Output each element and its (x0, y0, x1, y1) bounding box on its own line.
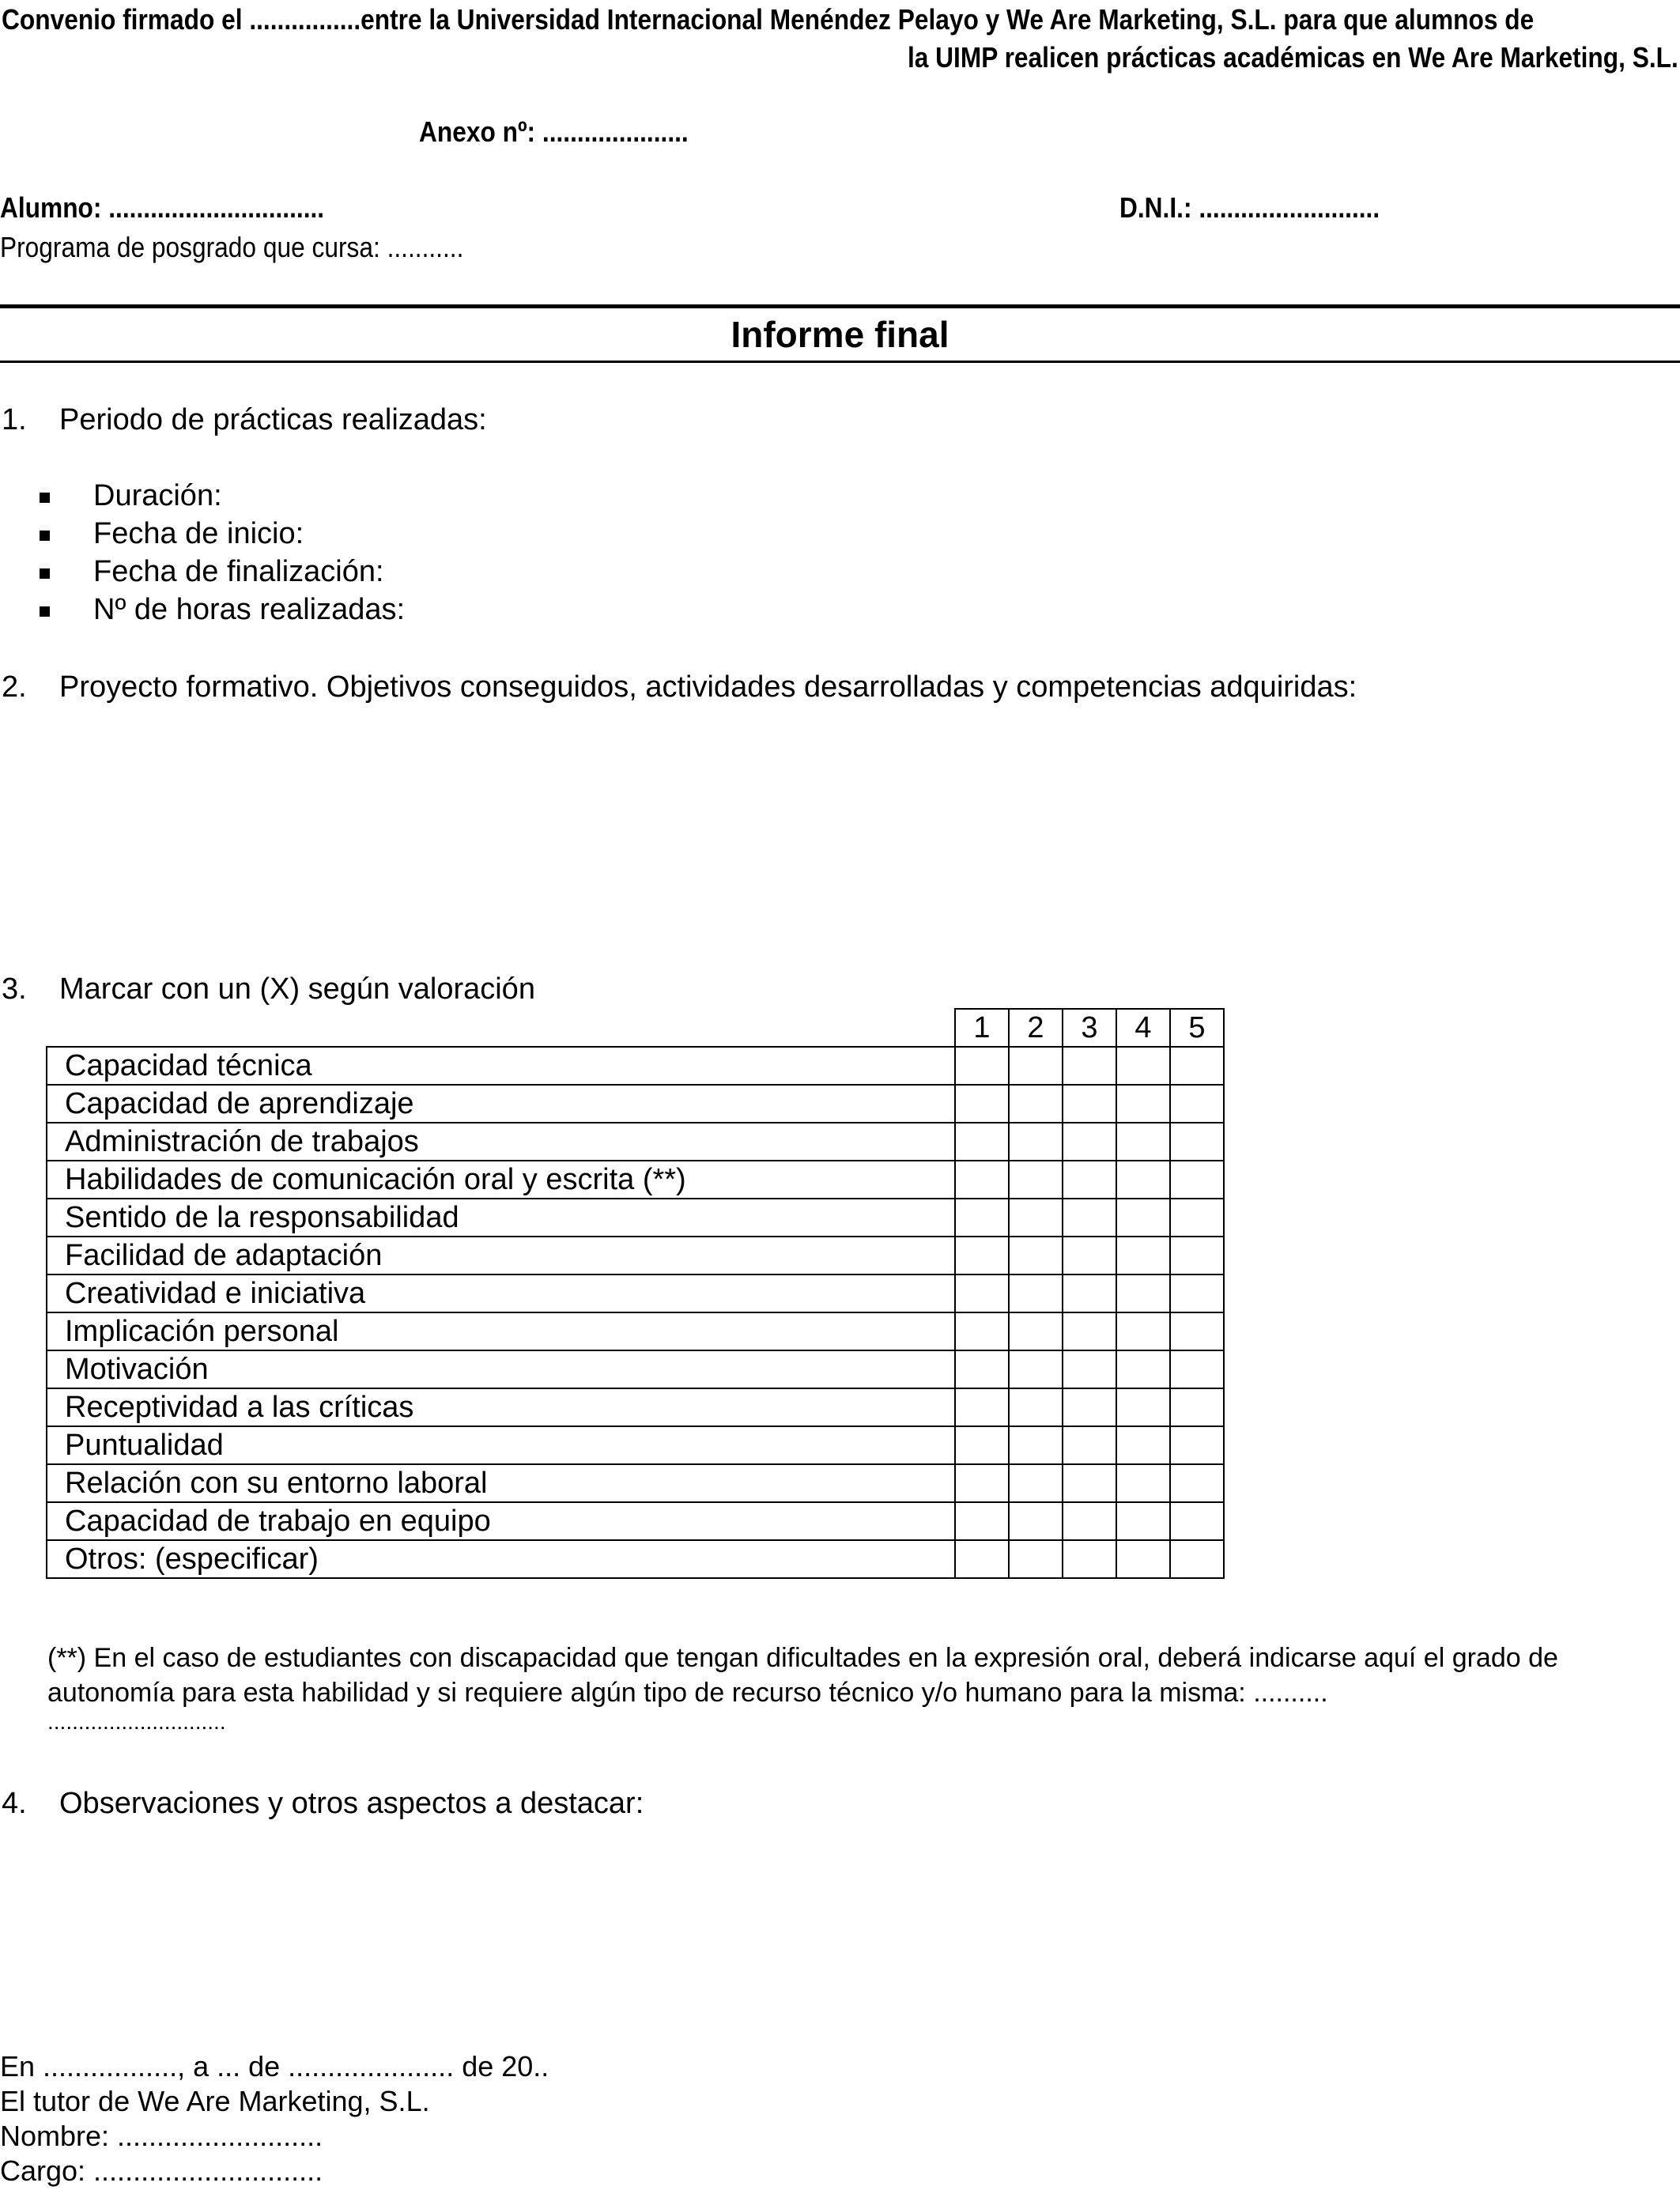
rating-box[interactable] (1063, 1540, 1116, 1578)
rating-box[interactable] (1009, 1350, 1063, 1388)
note-line-1: (**) En el caso de estudiantes con discapacidad que tengan dificultades en la expresión oral, deberá indicarse aquí el grado de (47, 1643, 1558, 1673)
rating-box[interactable] (955, 1161, 1009, 1199)
rating-box[interactable] (1116, 1312, 1170, 1350)
rating-box[interactable] (1009, 1199, 1063, 1237)
section-2-number: 2. (2, 670, 27, 704)
disability-note (47, 1641, 1652, 1734)
criterion-label: Creatividad e iniciativa (47, 1274, 955, 1312)
rating-box[interactable] (1116, 1464, 1170, 1502)
agreement-line-2: la UIMP realicen prácticas académicas en We Are Marketing, S.L. (908, 41, 1678, 74)
rating-box[interactable] (955, 1540, 1009, 1578)
end-date-label: Fecha de finalización: (93, 555, 384, 588)
criterion-label: Administración de trabajos (47, 1123, 955, 1161)
rating-box[interactable] (1063, 1047, 1116, 1085)
tutor-position: Cargo: ............................. (0, 2154, 323, 2187)
bullet-icon (40, 568, 50, 579)
rating-box[interactable] (1063, 1199, 1116, 1237)
rating-box[interactable] (1009, 1426, 1063, 1464)
section-1-number: 1. (2, 403, 27, 436)
note-line-2: autonomía para esta habilidad y si requiere algún tipo de recurso técnico y/o humano para la misma: .......... (47, 1678, 1328, 1708)
bullet-icon (40, 606, 50, 617)
rating-box[interactable] (1170, 1123, 1224, 1161)
scale-4: 4 (1116, 1009, 1170, 1047)
rating-box[interactable] (1009, 1161, 1063, 1199)
rating-box[interactable] (1009, 1047, 1063, 1085)
rating-box[interactable] (955, 1274, 1009, 1312)
rating-box[interactable] (1170, 1085, 1224, 1123)
rating-box[interactable] (1009, 1312, 1063, 1350)
section-3-number: 3. (2, 972, 27, 1006)
rating-box[interactable] (1170, 1274, 1224, 1312)
rating-box[interactable] (1116, 1237, 1170, 1274)
start-date-label: Fecha de inicio: (93, 517, 304, 550)
rating-scale-row (47, 1009, 1224, 1047)
title-bottom-rule (0, 361, 1680, 363)
rating-box[interactable] (1170, 1540, 1224, 1578)
criterion-label: Facilidad de adaptación (47, 1237, 955, 1274)
scale-1: 1 (955, 1009, 1009, 1047)
criterion-label: Capacidad de aprendizaje (47, 1085, 955, 1123)
tutor-line: El tutor de We Are Marketing, S.L. (0, 2085, 430, 2117)
section-3-heading: Marcar con un (X) según valoración (59, 972, 535, 1006)
rating-box[interactable] (1009, 1502, 1063, 1540)
rating-box[interactable] (1009, 1274, 1063, 1312)
rating-box[interactable] (1063, 1350, 1116, 1388)
table-row (47, 1350, 1224, 1388)
rating-box[interactable] (1063, 1274, 1116, 1312)
rating-box[interactable] (955, 1312, 1009, 1350)
rating-box[interactable] (1170, 1426, 1224, 1464)
criterion-label: Sentido de la responsabilidad (47, 1199, 955, 1237)
rating-box[interactable] (1009, 1123, 1063, 1161)
section-4-heading: Observaciones y otros aspectos a destacar: (59, 1787, 644, 1820)
rating-box[interactable] (1116, 1199, 1170, 1237)
rating-box[interactable] (1063, 1464, 1116, 1502)
student-name: Alumno: ............................... (0, 191, 325, 224)
rating-box[interactable] (1063, 1085, 1116, 1123)
place-date-line: En ................., a ... de ..................... de 20.. (0, 2050, 549, 2083)
table-row (47, 1237, 1224, 1274)
rating-box[interactable] (1063, 1237, 1116, 1274)
table-row (47, 1502, 1224, 1540)
rating-box[interactable] (955, 1388, 1009, 1426)
rating-box[interactable] (1063, 1388, 1116, 1426)
rating-box[interactable] (1170, 1047, 1224, 1085)
criterion-label: Relación con su entorno laboral (47, 1464, 955, 1502)
table-row (47, 1426, 1224, 1464)
duration-label: Duración: (93, 479, 222, 512)
rating-box[interactable] (1170, 1312, 1224, 1350)
section-2-heading: Proyecto formativo. Objetivos conseguidos, actividades desarrolladas y competencias adquiridas: (59, 670, 1357, 704)
rating-box[interactable] (1063, 1502, 1116, 1540)
rating-box[interactable] (955, 1464, 1009, 1502)
rating-box[interactable] (955, 1350, 1009, 1388)
tutor-name: Nombre: .......................... (0, 2120, 323, 2152)
criterion-label: Habilidades de comunicación oral y escrita (**) (47, 1161, 955, 1199)
rating-box[interactable] (1170, 1388, 1224, 1426)
rating-box[interactable] (1063, 1312, 1116, 1350)
rating-box[interactable] (1009, 1464, 1063, 1502)
scale-5: 5 (1170, 1009, 1224, 1047)
rating-box[interactable] (1063, 1161, 1116, 1199)
table-corner (47, 1009, 955, 1047)
rating-box[interactable] (1116, 1274, 1170, 1312)
criterion-label: Motivación (47, 1350, 955, 1388)
rating-box[interactable] (1116, 1047, 1170, 1085)
scale-3: 3 (1063, 1009, 1116, 1047)
criterion-label: Receptividad a las críticas (47, 1388, 955, 1426)
rating-box[interactable] (1170, 1350, 1224, 1388)
rating-box[interactable] (1170, 1502, 1224, 1540)
rating-box[interactable] (955, 1426, 1009, 1464)
table-row (47, 1540, 1224, 1578)
criterion-label: Capacidad de trabajo en equipo (47, 1502, 955, 1540)
rating-box[interactable] (1116, 1123, 1170, 1161)
rating-box[interactable] (955, 1085, 1009, 1123)
rating-box[interactable] (1009, 1388, 1063, 1426)
table-row (47, 1464, 1224, 1502)
scale-2: 2 (1009, 1009, 1063, 1047)
rating-box[interactable] (955, 1237, 1009, 1274)
table-row (47, 1085, 1224, 1123)
rating-box[interactable] (1170, 1464, 1224, 1502)
rating-box[interactable] (1170, 1237, 1224, 1274)
table-row (47, 1199, 1224, 1237)
rating-box[interactable] (955, 1199, 1009, 1237)
hours-label: Nº de horas realizadas: (93, 593, 406, 626)
rating-box[interactable] (1063, 1123, 1116, 1161)
postgraduate-program: Programa de posgrado que cursa: ........... (0, 231, 464, 263)
bullet-icon (40, 493, 50, 503)
rating-box[interactable] (955, 1047, 1009, 1085)
rating-box[interactable] (1116, 1350, 1170, 1388)
section-4-number: 4. (2, 1787, 27, 1820)
rating-box[interactable] (1116, 1161, 1170, 1199)
rating-box[interactable] (1009, 1237, 1063, 1274)
agreement-line-1: Convenio firmado el ................entre la Universidad Internacional Menéndez Pelayo y We Are Marketing, S.L. para que alumnos de (2, 3, 1535, 36)
rating-box[interactable] (1063, 1426, 1116, 1464)
table-row (47, 1312, 1224, 1350)
annex-number: Anexo nº: ..................... (419, 115, 689, 148)
table-row (47, 1123, 1224, 1161)
report-title: Informe final (731, 314, 949, 355)
bullet-icon (40, 531, 50, 541)
rating-box[interactable] (1116, 1540, 1170, 1578)
criterion-label: Otros: (especificar) (47, 1540, 955, 1578)
rating-box[interactable] (1116, 1085, 1170, 1123)
section-1-heading: Periodo de prácticas realizadas: (59, 403, 487, 436)
note-line-3: ............................. (47, 1709, 226, 1734)
criterion-label: Implicación personal (47, 1312, 955, 1350)
rating-box[interactable] (1116, 1388, 1170, 1426)
rating-box[interactable] (1170, 1161, 1224, 1199)
title-top-rule (0, 304, 1680, 308)
criterion-label: Puntualidad (47, 1426, 955, 1464)
rating-box[interactable] (1170, 1199, 1224, 1237)
rating-box[interactable] (1009, 1085, 1063, 1123)
rating-box[interactable] (955, 1502, 1009, 1540)
rating-box[interactable] (955, 1123, 1009, 1161)
rating-box[interactable] (1116, 1502, 1170, 1540)
rating-box[interactable] (1116, 1426, 1170, 1464)
table-row (47, 1047, 1224, 1085)
criterion-label: Capacidad técnica (47, 1047, 955, 1085)
rating-box[interactable] (1009, 1540, 1063, 1578)
student-dni: D.N.I.: .......................... (1119, 191, 1380, 224)
table-row (47, 1161, 1224, 1199)
table-row (47, 1388, 1224, 1426)
table-row (47, 1274, 1224, 1312)
rating-table (46, 1008, 1225, 1579)
